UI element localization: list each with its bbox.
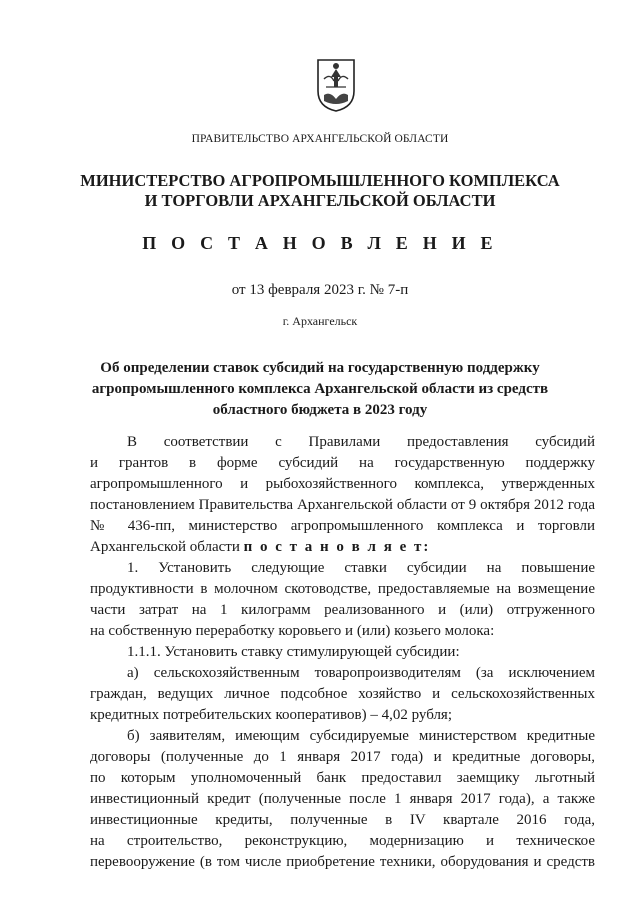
body-line: кредитных потребительских кооперативов) – 4,02 рубля; xyxy=(90,707,452,723)
body-line xyxy=(90,538,595,556)
body-line: продуктивности в молочном скотоводстве, предоставляемые на возмещение xyxy=(90,581,595,597)
body-line: перевооружение (в том числе приобретение техники, оборудования и средств xyxy=(90,854,595,870)
ministry-name-line-1: МИНИСТЕРСТВО АГРОПРОМЫШЛЕННОГО КОМПЛЕКСА xyxy=(80,171,560,190)
body-line: постановлением Правительства Архангельской области от 9 октября 2012 года xyxy=(90,497,595,513)
coat-of-arms-emblem xyxy=(314,57,358,113)
body-line: В соответствии с Правилами предоставления субсидий xyxy=(127,434,595,450)
document-subject xyxy=(0,358,640,421)
document-type-title: П О С Т А Н О В Л Е Н И Е xyxy=(142,233,498,253)
body-line: договоры (полученные до 1 января 2017 года) и кредитные договоры, xyxy=(90,749,595,765)
date-and-number: от 13 февраля 2023 г. № 7-п xyxy=(231,282,409,298)
body-line: части затрат на 1 килограмм реализованного и (или) отгруженного xyxy=(90,602,595,618)
body-line: а) сельскохозяйственным товаропроизводителям (за исключением xyxy=(127,665,595,681)
issue-city: г. Архангельск xyxy=(282,314,358,328)
subject-line-3: областного бюджета в 2023 году xyxy=(212,402,428,418)
body-line: б) заявителям, имеющим субсидируемые министерством кредитные xyxy=(127,728,595,744)
body-line: инвестиционный кредит (полученные после 1 января 2017 года), а также xyxy=(90,791,595,807)
body-line: на собственную переработку коровьего и (или) козьего молока: xyxy=(90,623,495,639)
body-line: инвестиционные кредиты, полученные в IV квартале 2016 года, xyxy=(90,812,595,828)
body-line: по которым уполномоченный банк предоставил заемщику льготный xyxy=(90,770,595,786)
subject-line-2: агропромышленного комплекса Архангельской области из средств xyxy=(91,381,549,397)
resolves-keyword: п о с т а н о в л я е т: xyxy=(243,539,431,555)
body-line: № 436-пп, министерство агропромышленного комплекса и торговли xyxy=(90,518,595,534)
body-line: 1. Установить следующие ставки субсидии на повышение xyxy=(127,560,595,576)
ministry-name-line-2: И ТОРГОВЛИ АРХАНГЕЛЬСКОЙ ОБЛАСТИ xyxy=(144,191,496,210)
body-line: граждан, ведущих личное подсобное хозяйство и сельскохозяйственных xyxy=(90,686,595,702)
ministry-name xyxy=(0,171,640,211)
body-line-text: Архангельской области xyxy=(90,539,244,555)
government-heading: ПРАВИТЕЛЬСТВО АРХАНГЕЛЬСКОЙ ОБЛАСТИ xyxy=(191,133,449,145)
body-line: 1.1.1. Установить ставку стимулирующей субсидии: xyxy=(127,644,460,660)
subject-line-1: Об определении ставок субсидий на государственную поддержку xyxy=(100,360,540,376)
body-line: и грантов в форме субсидий на государственную поддержку xyxy=(90,455,595,471)
body-line: на строительство, реконструкцию, модернизацию и техническое xyxy=(90,833,595,849)
body-line: агропромышленного и рыбохозяйственного комплекса, утвержденных xyxy=(90,476,595,492)
